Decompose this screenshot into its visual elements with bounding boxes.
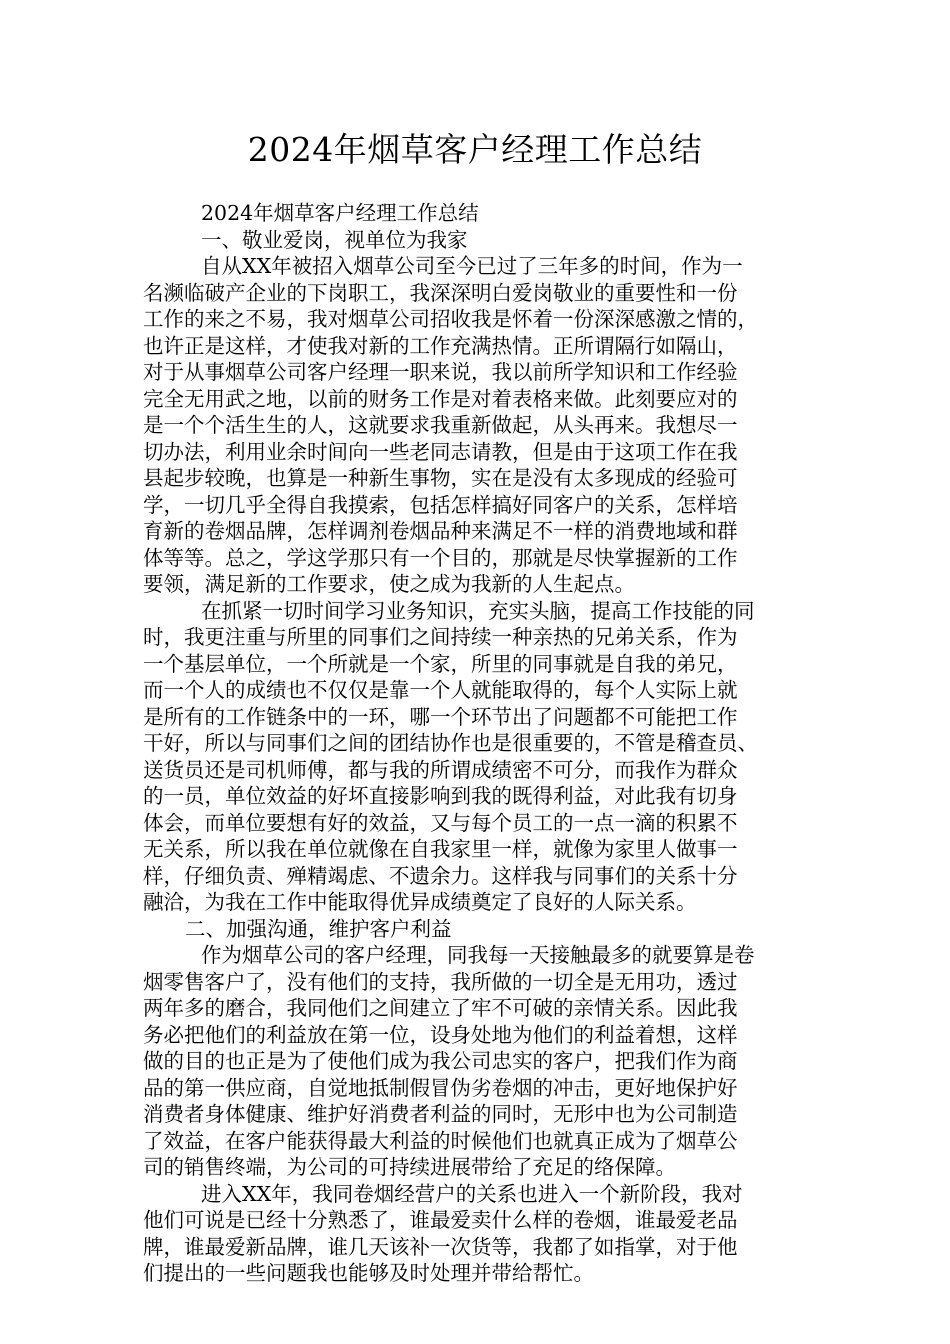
text-line: 二、加强沟通，维护客户利益 xyxy=(185,916,452,941)
text-line: 时，我更注重与所里的同事们之间持续一种亲热的兄弟关系，作为 xyxy=(143,625,738,649)
text-line: 他们可说是已经十分熟悉了，谁最爱卖什么样的卷烟，谁最爱老品 xyxy=(143,1208,738,1232)
text-line: 也许正是这样，才使我对新的工作充满热情。正所谓隔行如隔山， xyxy=(143,333,738,358)
text-line: 做的目的也正是为了使他们成为我公司忠实的客户，把我们作为商 xyxy=(143,1049,738,1073)
text-line: 县起步较晚，也算是一种新生事物，实在是没有太多现成的经验可 xyxy=(143,466,738,490)
document-title: 2024年烟草客户经理工作总结 xyxy=(247,130,703,169)
text-line: 融洽，为我在工作中能取得优异成绩奠定了良好的人际关系。 xyxy=(143,890,697,914)
text-line: 体等等。总之，学这学那只有一个目的，那就是尽快掌握新的工作 xyxy=(143,545,738,570)
text-line: 作为烟草公司的客户经理，同我每一天接触最多的就要算是卷 xyxy=(201,943,755,967)
document-body xyxy=(143,200,833,1287)
text-line: 们提出的一些问题我也能够及时处理并带给帮忙。 xyxy=(143,1261,594,1285)
text-line: 司的销售终端，为公司的可持续进展带给了充足的络保障。 xyxy=(143,1155,676,1179)
text-line: 烟零售客户了，没有他们的支持，我所做的一切全是无用功，透过 xyxy=(143,969,738,994)
text-line: 进入XX年，我同卷烟经营户的关系也进入一个新阶段，我对 xyxy=(201,1181,743,1206)
text-line: 2024年烟草客户经理工作总结 xyxy=(201,201,479,225)
text-line: 育新的卷烟品牌，怎样调剂卷烟品种来满足不一样的消费地域和群 xyxy=(143,519,738,543)
text-line: 在抓紧一切时间学习业务知识，充实头脑，提高工作技能的同 xyxy=(201,598,755,623)
text-line: 的一员，单位效益的好坏直接影响到我的既得利益，对此我有切身 xyxy=(143,784,738,808)
text-line: 品的第一供应商，自觉地抵制假冒伪劣卷烟的冲击，更好地保护好 xyxy=(143,1075,738,1100)
text-line: 务必把他们的利益放在第一位，设身处地为他们的利益着想，这样 xyxy=(143,1022,738,1047)
text-line: 无关系，所以我在单位就像在自我家里一样，就像为家里人做事一 xyxy=(143,837,738,861)
text-line: 是所有的工作链条中的一环，哪一个环节出了问题都不可能把工作 xyxy=(143,704,738,729)
text-line: 名濒临破产企业的下岗职工，我深深明白爱岗敬业的重要性和一份 xyxy=(143,280,738,305)
text-line: 自从XX年被招入烟草公司至今已过了三年多的时间，作为一 xyxy=(201,254,743,278)
text-line: 一个基层单位，一个所就是一个家，所里的同事就是自我的弟兄， xyxy=(143,651,738,676)
text-line: 了效益，在客户能获得最大利益的时候他们也就真正成为了烟草公 xyxy=(143,1128,738,1153)
text-line: 对于从事烟草公司客户经理一职来说，我以前所学知识和工作经验 xyxy=(143,360,738,384)
text-line: 样，仔细负责、殚精竭虑、不遗余力。这样我与同事们的关系十分 xyxy=(143,863,738,888)
text-line: 完全无用武之地，以前的财务工作是对着表格来做。此刻要应对的 xyxy=(143,386,738,411)
text-line: 体会，而单位要想有好的效益，又与每个员工的一点一滴的积累不 xyxy=(143,810,738,835)
text-line: 而一个人的成绩也不仅仅是靠一个人就能取得的，每个人实际上就 xyxy=(143,678,738,702)
text-line: 两年多的磨合，我同他们之间建立了牢不可破的亲情关系。因此我 xyxy=(143,996,738,1020)
text-line: 要领，满足新的工作要求，使之成为我新的人生起点。 xyxy=(143,572,635,596)
text-line: 一、敬业爱岗，视单位为我家 xyxy=(201,227,468,252)
text-line: 消费者身体健康、维护好消费者利益的同时，无形中也为公司制造 xyxy=(143,1102,738,1126)
text-line: 切办法，利用业余时间向一些老同志请教，但是由于这项工作在我 xyxy=(143,439,738,464)
text-line: 工作的来之不易，我对烟草公司招收我是怀着一份深深感激之情的， xyxy=(143,307,758,331)
text-line: 干好，所以与同事们之间的团结协作也是很重要的，不管是稽查员、 xyxy=(143,731,758,755)
text-line: 送货员还是司机师傅，都与我的所谓成绩密不可分，而我作为群众 xyxy=(143,757,738,782)
text-line: 牌，谁最爱新品牌，谁几天该补一次货等，我都了如指掌，对于他 xyxy=(143,1234,738,1259)
text-line: 学，一切几乎全得自我摸索，包括怎样搞好同客户的关系，怎样培 xyxy=(143,492,738,517)
text-line: 是一个个活生生的人，这就要求我重新做起，从头再来。我想尽一 xyxy=(143,413,738,437)
